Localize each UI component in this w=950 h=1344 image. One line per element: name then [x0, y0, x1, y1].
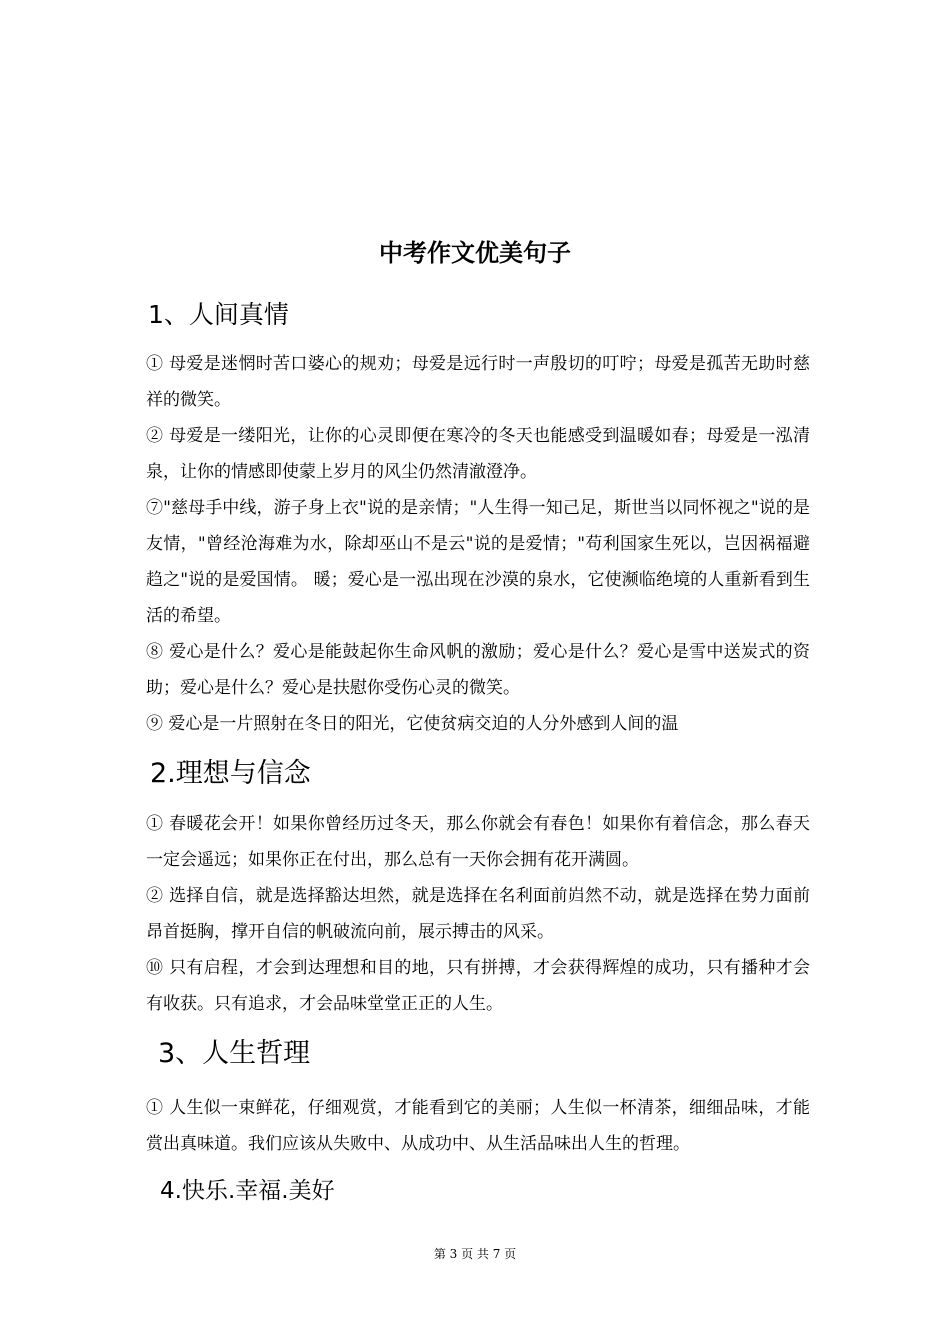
paragraph: ① 人生似一束鲜花，仔细观赏，才能看到它的美丽；人生似一杯清茶，细细品味，才能赏出真味道。我们应该从失败中、从成功中、从生活品味出人生的哲理。: [146, 1098, 810, 1154]
section-heading-2: 2.理想与信念: [150, 758, 311, 789]
paragraph: ② 母爱是一缕阳光，让你的心灵即便在寒冷的冬天也能感受到温暖如春；母爱是一泓清泉，让你的情感即使蒙上岁月的风尘仍然清澈澄净。: [146, 426, 810, 482]
page-number-footer: 第 3 页 共 7 页: [433, 1247, 517, 1261]
section-heading-1: 1、人间真情: [148, 300, 289, 329]
paragraph: ⑧ 爱心是什么？爱心是能鼓起你生命风帆的激励；爱心是什么？爱心是雪中送炭式的资助；爱心是什么？爱心是扶慰你受伤心灵的微笑。: [146, 642, 810, 698]
section-heading-4: 4.快乐.幸福.美好: [160, 1178, 335, 1204]
section-body-2: [146, 806, 810, 1022]
section-heading-3: 3、人生哲理: [158, 1038, 311, 1069]
paragraph: ① 母爱是迷惘时苦口婆心的规劝；母爱是远行时一声殷切的叮咛；母爱是孤苦无助时慈祥的微笑。: [146, 354, 810, 410]
paragraph: ① 春暖花会开！如果你曾经历过冬天，那么你就会有春色！如果你有着信念，那么春天一定会遥远；如果你正在付出，那么总有一天你会拥有花开满圆。: [146, 814, 810, 870]
document-title: 中考作文优美句子: [379, 239, 571, 267]
section-body-1: [146, 346, 810, 742]
paragraph: ⑨ 爱心是一片照射在冬日的阳光，它使贫病交迫的人分外感到人间的温: [146, 714, 679, 734]
paragraph: ② 选择自信，就是选择豁达坦然，就是选择在名利面前岿然不动，就是选择在势力面前昂首挺胸，撑开自信的帆破流向前，展示搏击的风采。: [146, 886, 810, 942]
section-body-3: [146, 1090, 810, 1162]
paragraph: ⑩ 只有启程，才会到达理想和目的地，只有拼搏，才会获得辉煌的成功，只有播种才会有收获。只有追求，才会品味堂堂正正的人生。: [146, 958, 810, 1014]
paragraph: ⑦"慈母手中线，游子身上衣"说的是亲情；"人生得一知己足，斯世当以同怀视之"说的是友情，"曾经沧海难为水，除却巫山不是云"说的是爱情；"苟利国家生死以，岂因祸福避趋之"说的是爱国情。 暖；爱心是一泓出现在沙漠的泉水，它使濒临绝境的人重新看到生活的希望。: [146, 498, 810, 626]
